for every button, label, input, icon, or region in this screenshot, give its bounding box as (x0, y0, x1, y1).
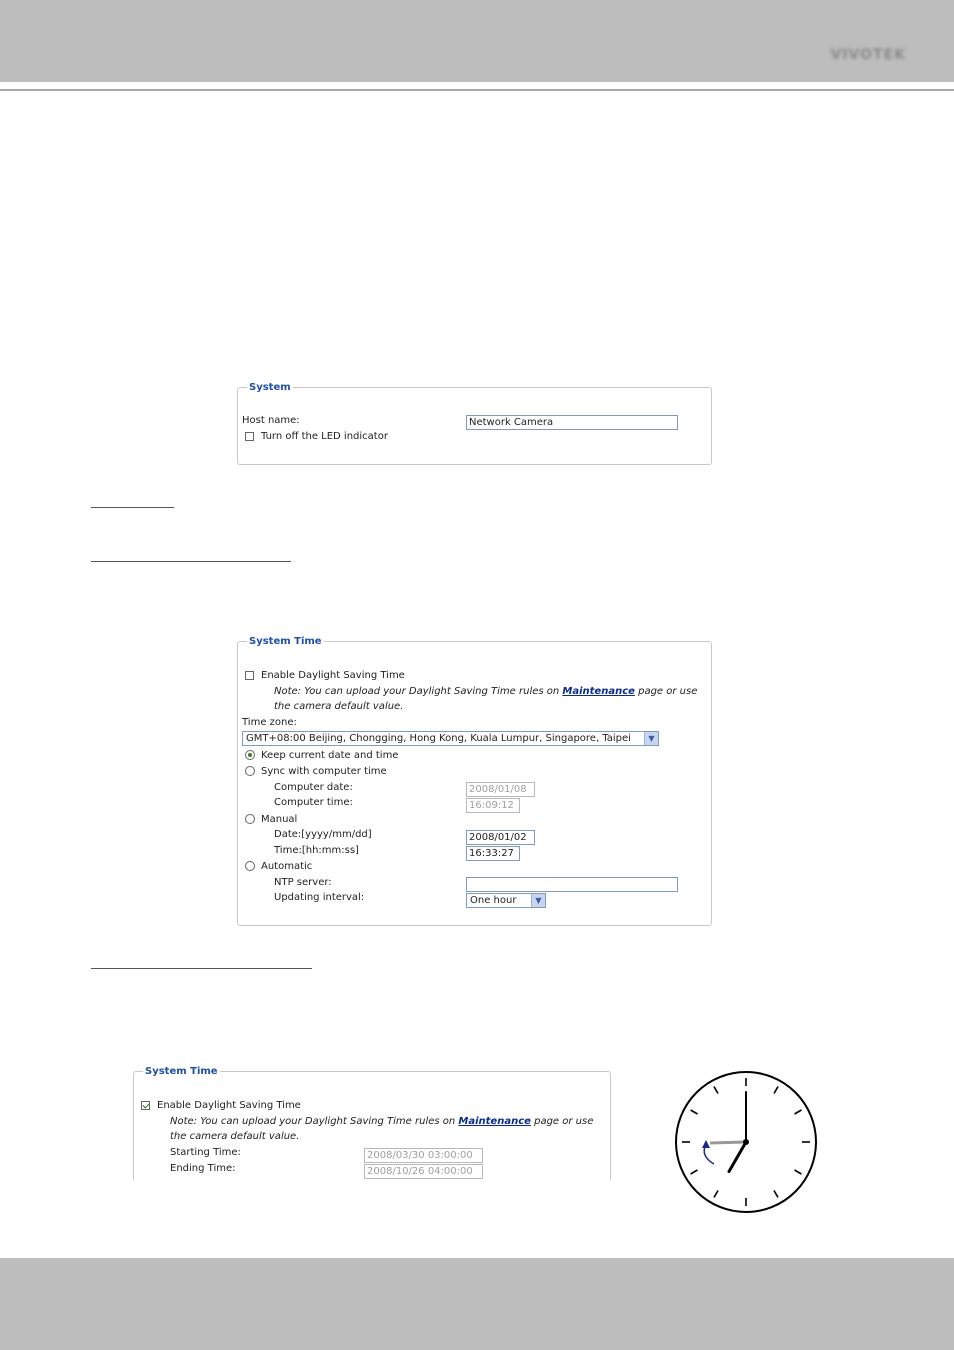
end-time-label: Ending Time: (170, 1163, 236, 1174)
end-time-input: 2008/10/26 04:00:00 (364, 1164, 483, 1179)
interval-label: Updating interval: (274, 892, 365, 903)
maintenance-link[interactable]: Maintenance (562, 686, 635, 697)
dst-panel-note-before: Note: You can upload your Daylight Saving Time rules on (170, 1116, 459, 1127)
automatic-label: Automatic (261, 861, 313, 872)
chevron-down-icon: ▼ (531, 894, 545, 907)
interval-value: One hour (470, 895, 517, 906)
clock-illustration (670, 1068, 822, 1220)
doc-link-underline-1 (91, 507, 174, 508)
dst-label: Enable Daylight Saving Time (261, 670, 405, 681)
doc-link-underline-3 (91, 968, 312, 969)
sync-computer-radio[interactable] (245, 766, 255, 776)
manual-radio[interactable] (245, 814, 255, 824)
dst-checkbox[interactable] (245, 671, 254, 680)
timezone-label: Time zone: (242, 717, 297, 728)
computer-time-label: Computer time: (274, 797, 353, 808)
manual-time-label: Time:[hh:mm:ss] (274, 845, 359, 856)
brand-logo: VIVOTEK (830, 47, 906, 63)
dst-panel-note (170, 1116, 593, 1128)
dst-panel-note-line2: the camera default value. (170, 1131, 300, 1142)
clock-center (743, 1139, 749, 1145)
maintenance-link[interactable]: Maintenance (458, 1116, 531, 1127)
system-legend: System (249, 382, 291, 393)
start-time-input: 2008/03/30 03:00:00 (364, 1148, 483, 1163)
dst-panel-crop (132, 1060, 612, 1180)
dst-note (274, 686, 697, 698)
keep-time-label: Keep current date and time (261, 750, 399, 761)
ntp-server-label: NTP server: (274, 877, 332, 888)
doc-link-underline-2 (91, 561, 291, 562)
manual-time-input[interactable]: 16:33:27 (466, 846, 520, 861)
computer-time-input: 16:09:12 (466, 798, 520, 813)
interval-select[interactable] (466, 893, 546, 908)
timezone-value: GMT+08:00 Beijing, Chongging, Hong Kong, Kuala Lumpur, Singapore, Taipei (246, 733, 631, 744)
timezone-select[interactable] (242, 731, 659, 746)
manual-date-input[interactable]: 2008/01/02 (466, 830, 535, 845)
page-footer (0, 1258, 954, 1350)
computer-date-label: Computer date: (274, 782, 353, 793)
dst-note-after: page or use (634, 686, 698, 697)
computer-date-input: 2008/01/08 (466, 782, 535, 797)
system-time-legend: System Time (249, 636, 322, 647)
sync-computer-label: Sync with computer time (261, 766, 387, 777)
led-label: Turn off the LED indicator (261, 431, 388, 442)
dst-enabled-checkbox[interactable] (141, 1101, 150, 1110)
led-checkbox[interactable] (245, 432, 254, 441)
header-divider (0, 89, 954, 91)
dst-panel-legend: System Time (145, 1066, 218, 1077)
previous-hour-hand (710, 1142, 746, 1143)
keep-time-radio[interactable] (245, 750, 255, 760)
dst-panel-note-after: page or use (530, 1116, 594, 1127)
chevron-down-icon: ▼ (644, 732, 658, 745)
host-name-label: Host name: (242, 415, 300, 426)
host-name-input[interactable]: Network Camera (466, 415, 678, 430)
ntp-server-input[interactable] (466, 877, 678, 892)
manual-label: Manual (261, 814, 298, 825)
start-time-label: Starting Time: (170, 1147, 241, 1158)
page-header (0, 0, 954, 82)
dst-note-line2: the camera default value. (274, 701, 404, 712)
manual-date-label: Date:[yyyy/mm/dd] (274, 829, 372, 840)
automatic-radio[interactable] (245, 861, 255, 871)
dst-enabled-label: Enable Daylight Saving Time (157, 1100, 301, 1111)
dst-note-before: Note: You can upload your Daylight Saving Time rules on (274, 686, 563, 697)
